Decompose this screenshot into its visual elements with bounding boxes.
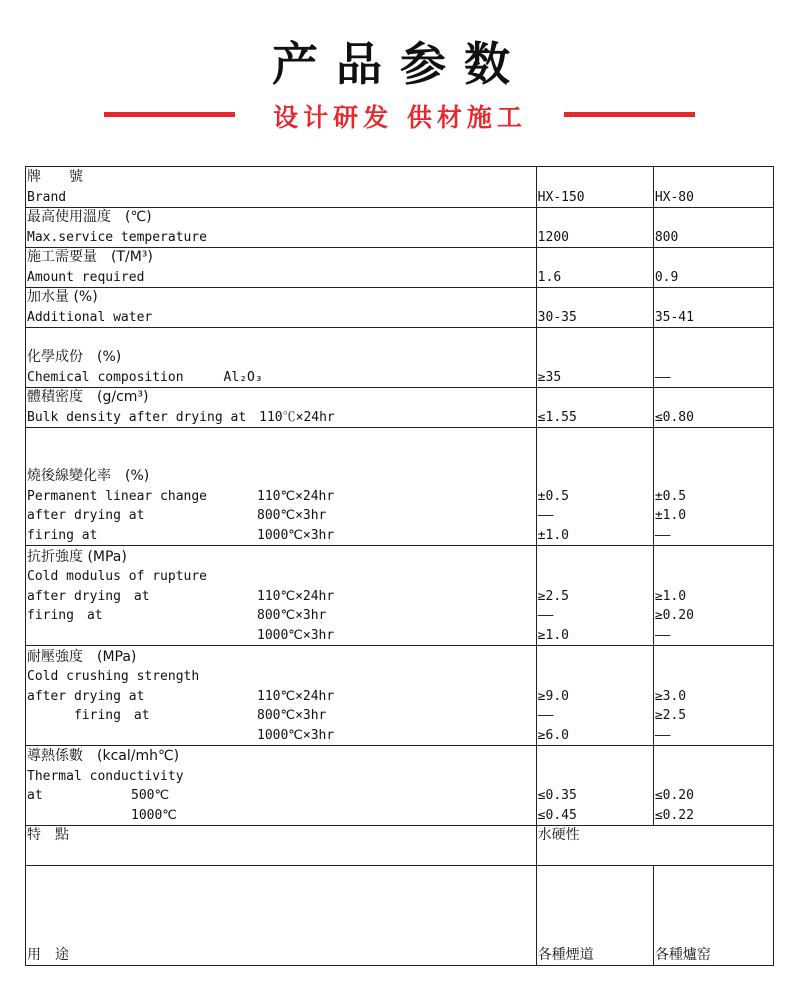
condition: 800℃×3hr [257, 508, 327, 523]
table-row [26, 167, 774, 208]
property-name-zh: 施工需要量 (T/M³) [27, 249, 153, 265]
value-cell-hx150 [536, 328, 653, 388]
red-divider-right [564, 112, 695, 117]
sub-line [27, 626, 536, 646]
table-row [26, 208, 774, 248]
value-cell-hx150 [536, 288, 653, 328]
value-cell-hx80 [653, 167, 773, 208]
sub-label: Permanent linear change [27, 488, 208, 504]
value: ≥35 [537, 369, 562, 385]
value: —— [654, 527, 671, 543]
sub-line [27, 487, 536, 507]
property-cell [26, 388, 537, 428]
value: ≥2.5 [654, 708, 687, 723]
feature-value: 水硬性 [537, 827, 580, 843]
value: ≥6.0 [537, 727, 569, 743]
usage-hx150: 各種煙道 [537, 947, 594, 963]
value: 30-35 [537, 310, 577, 325]
value: ±1.0 [537, 527, 569, 543]
sub-line [27, 726, 536, 746]
value: ≥1.0 [537, 627, 569, 643]
property-cell [26, 428, 537, 546]
merged-value-cell [536, 826, 773, 866]
value: ≤0.45 [537, 807, 577, 823]
value-cell-hx150 [536, 646, 653, 746]
sub-line [27, 687, 536, 707]
brand-hx150: HX-150 [537, 190, 585, 205]
page-title: 产品参数 [272, 37, 528, 91]
value-cell-hx80 [653, 866, 773, 966]
value-cell-hx150 [536, 248, 653, 288]
property-name-en: Bulk density after drying at 110℃×24hr [27, 409, 335, 425]
property-name-zh: 加水量 (%) [27, 289, 98, 305]
property-name-zh: 抗折強度 (MPa) [27, 548, 127, 565]
value-cell-hx150 [536, 546, 653, 646]
sub-line [27, 706, 536, 726]
table-row [26, 388, 774, 428]
value: ≤0.35 [537, 788, 577, 803]
sub-label: firing at [27, 708, 150, 723]
condition: 110℃×24hr [257, 488, 335, 504]
value: ≤0.80 [654, 409, 694, 425]
property-name-zh: 耐壓強度 (MPa) [27, 648, 137, 665]
sub-label: Cold modulus of rupture [27, 569, 208, 584]
value: ±1.0 [654, 508, 687, 523]
property-name-zh: 特 點 [27, 827, 69, 843]
property-name-zh: 化學成份 (%) [27, 349, 122, 365]
condition: 110℃×24hr [257, 688, 335, 704]
value-cell-hx150 [536, 746, 653, 826]
table-row [26, 288, 774, 328]
value-cell-hx150 [536, 866, 653, 966]
sub-label: at [27, 788, 43, 803]
value: —— [654, 369, 671, 385]
table-row [26, 826, 774, 866]
value-cell-hx80 [653, 388, 773, 428]
value: ≥9.0 [537, 688, 569, 704]
sub-label: firing at [27, 608, 103, 623]
brand-hx80: HX-80 [654, 190, 694, 205]
page-subtitle: 设计研发 供材施工 [273, 103, 527, 132]
condition: 500℃ [131, 788, 170, 803]
table-row [26, 546, 774, 646]
property-cell [26, 646, 537, 746]
property-name-zh: 燒後線變化率 (%) [27, 468, 150, 484]
sub-label: Thermal conductivity [27, 768, 184, 784]
property-name-zh: 牌 號 [27, 169, 83, 185]
property-name-en-text: Chemical composition [27, 369, 184, 385]
property-name-en [27, 368, 536, 388]
condition: 1000℃×3hr [257, 727, 335, 743]
value-cell-hx80 [653, 328, 773, 388]
table-row [26, 328, 774, 388]
sub-label: Cold crushing strength [27, 669, 200, 684]
value: 800 [654, 230, 679, 245]
sub-line [27, 806, 536, 826]
value-cell-hx80 [653, 248, 773, 288]
condition: 800℃×3hr [257, 708, 327, 723]
value: ≤0.20 [654, 788, 694, 803]
condition: 1000℃×3hr [257, 527, 335, 543]
value-cell-hx80 [653, 746, 773, 826]
property-name-zh: 用 途 [27, 947, 69, 963]
property-cell [26, 546, 537, 646]
sub-label: after drying at [27, 688, 145, 704]
value-cell-hx150 [536, 388, 653, 428]
value-cell-hx150 [536, 167, 653, 208]
value-cell-hx80 [653, 288, 773, 328]
sub-line [27, 786, 536, 806]
sub-label: after drying at [27, 588, 150, 604]
sub-label: firing at [27, 527, 98, 543]
value-cell-hx80 [653, 646, 773, 746]
table-row [26, 866, 774, 966]
property-name-en: Additional water [27, 309, 153, 325]
condition: 110℃×24hr [257, 588, 335, 604]
value: 1.6 [537, 270, 562, 285]
table-row [26, 428, 774, 546]
property-name-en: Amount required [27, 269, 145, 285]
value: ±0.5 [537, 488, 569, 504]
value: —— [537, 708, 554, 723]
value: —— [537, 508, 554, 523]
alumina-label: Al₂O₃ [223, 369, 263, 385]
property-cell [26, 328, 537, 388]
property-cell [26, 288, 537, 328]
sub-line [27, 587, 536, 607]
sub-line [27, 606, 536, 626]
sub-line [27, 506, 536, 526]
value: ≥0.20 [654, 608, 694, 623]
property-name-zh: 體積密度 (g/cm³) [27, 389, 149, 405]
property-cell [26, 826, 537, 866]
value: ≥3.0 [654, 688, 687, 704]
sub-line [27, 667, 536, 687]
value-cell-hx80 [653, 546, 773, 646]
property-cell [26, 248, 537, 288]
condition: 1000℃×3hr [257, 627, 335, 643]
value-cell-hx150 [536, 208, 653, 248]
table-row [26, 248, 774, 288]
subtitle-bar [0, 100, 800, 130]
property-name-zh: 導熱係數 (kcal/mh℃) [27, 748, 180, 764]
property-name-en: Max.service temperature [27, 229, 208, 245]
property-name-zh: 最高使用溫度 (℃) [27, 209, 152, 225]
value: ≤0.22 [654, 807, 694, 823]
value-cell-hx80 [653, 208, 773, 248]
value: ±0.5 [654, 488, 687, 504]
property-cell [26, 866, 537, 966]
spec-table [25, 166, 774, 966]
property-cell [26, 208, 537, 248]
table-row [26, 746, 774, 826]
property-cell [26, 167, 537, 208]
condition: 800℃×3hr [257, 608, 327, 623]
property-name-en: Brand [27, 189, 67, 205]
value: —— [654, 627, 671, 643]
value: —— [537, 608, 554, 623]
value: 35-41 [654, 310, 694, 325]
property-cell [26, 746, 537, 826]
sub-label: after drying at [27, 508, 145, 523]
value-cell-hx80 [653, 428, 773, 546]
value: 1200 [537, 230, 569, 245]
value: ≥1.0 [654, 588, 687, 604]
sub-line [27, 567, 536, 587]
usage-hx80: 各種爐窑 [654, 947, 711, 963]
table-row [26, 646, 774, 746]
value: —— [654, 727, 671, 743]
red-divider-left [104, 112, 235, 117]
condition: 1000℃ [131, 807, 177, 823]
sub-line [27, 767, 536, 787]
value: 0.9 [654, 270, 679, 285]
value: ≥2.5 [537, 588, 569, 604]
value: ≤1.55 [537, 409, 577, 425]
sub-line [27, 526, 536, 546]
value-cell-hx150 [536, 428, 653, 546]
